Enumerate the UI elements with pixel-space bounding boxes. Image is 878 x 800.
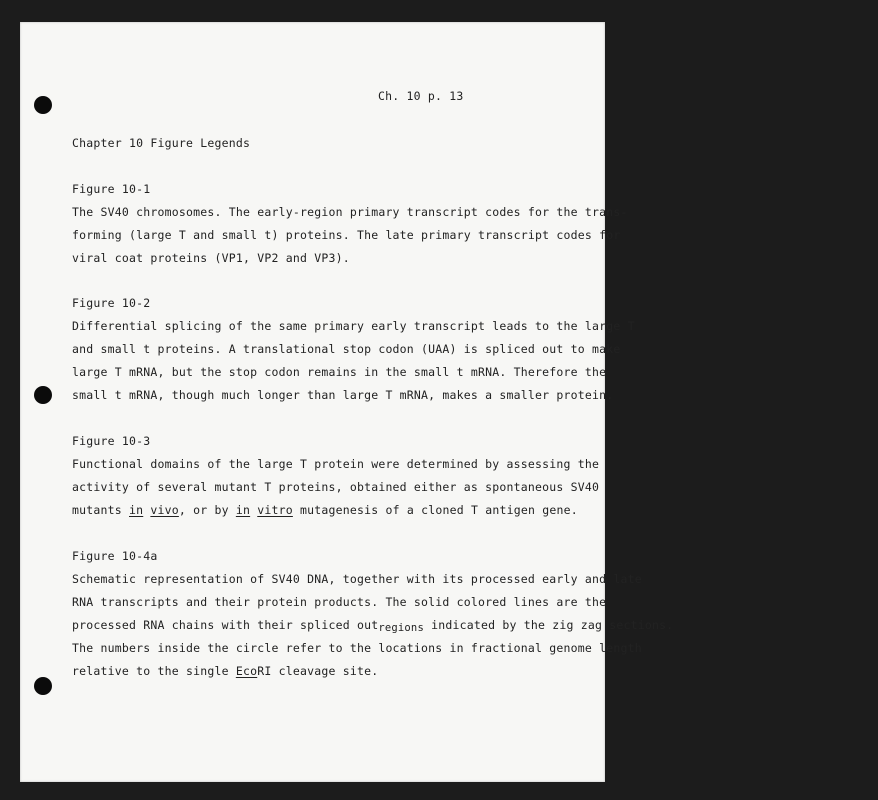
page-reference: Ch. 10 p. 13 xyxy=(378,89,464,103)
inserted-word-regions: regions xyxy=(378,622,424,634)
underlined-in: in xyxy=(235,503,251,517)
figure-text-line: Differential splicing of the same primary early transcript leads to the large T xyxy=(72,319,635,333)
figure-text-line: Functional domains of the large T protein were determined by assessing the xyxy=(72,457,600,471)
figure-text-line: The numbers inside the circle refer to the locations in fractional genome length xyxy=(72,641,642,655)
text-span: , or by xyxy=(178,503,236,517)
text-span: RI cleavage site. xyxy=(257,664,379,678)
underlined-eco: Eco xyxy=(235,664,258,678)
text-span: indicated by the zig zag sections. xyxy=(423,618,674,632)
punch-hole-middle xyxy=(34,386,52,404)
figure-heading: Figure 10-4a xyxy=(72,549,158,563)
figure-text-line: activity of several mutant T proteins, obtained either as spontaneous SV40 xyxy=(72,480,600,494)
text-span: relative to the single xyxy=(72,664,236,678)
underlined-vivo: vivo xyxy=(150,503,179,517)
figure-heading: Figure 10-3 xyxy=(72,434,151,448)
figure-heading: Figure 10-2 xyxy=(72,296,151,310)
figure-text-line: and small t proteins. A translational stop codon (UAA) is spliced out to make xyxy=(72,342,621,356)
figure-text-line: viral coat proteins (VP1, VP2 and VP3). xyxy=(72,251,350,265)
figure-text-line: The SV40 chromosomes. The early-region primary transcript codes for the trans- xyxy=(72,205,628,219)
punch-hole-bottom xyxy=(34,677,52,695)
text-span: processed RNA chains with their spliced out xyxy=(72,618,379,632)
text-span: mutants xyxy=(72,503,129,517)
punch-hole-top xyxy=(34,96,52,114)
underlined-vitro: vitro xyxy=(257,503,293,517)
text-span: mutagenesis of a cloned T antigen gene. xyxy=(292,503,578,517)
underlined-in: in xyxy=(129,503,144,517)
figure-heading: Figure 10-1 xyxy=(72,182,151,196)
figure-text-line xyxy=(72,503,578,517)
figure-text-line xyxy=(72,618,674,634)
figure-text-line xyxy=(72,664,572,678)
figure-text-line: large T mRNA, but the stop codon remains in the small t mRNA. Therefore the xyxy=(72,365,607,379)
figure-text-line: Schematic representation of SV40 DNA, together with its processed early and late xyxy=(72,572,642,586)
page-title: Chapter 10 Figure Legends xyxy=(72,136,251,150)
figure-text-line: small t mRNA, though much longer than large T mRNA, makes a smaller protein. xyxy=(72,388,614,402)
figure-text-line: RNA transcripts and their protein products. The solid colored lines are the xyxy=(72,595,607,609)
figure-text-line: forming (large T and small t) proteins. The late primary transcript codes for xyxy=(72,228,621,242)
